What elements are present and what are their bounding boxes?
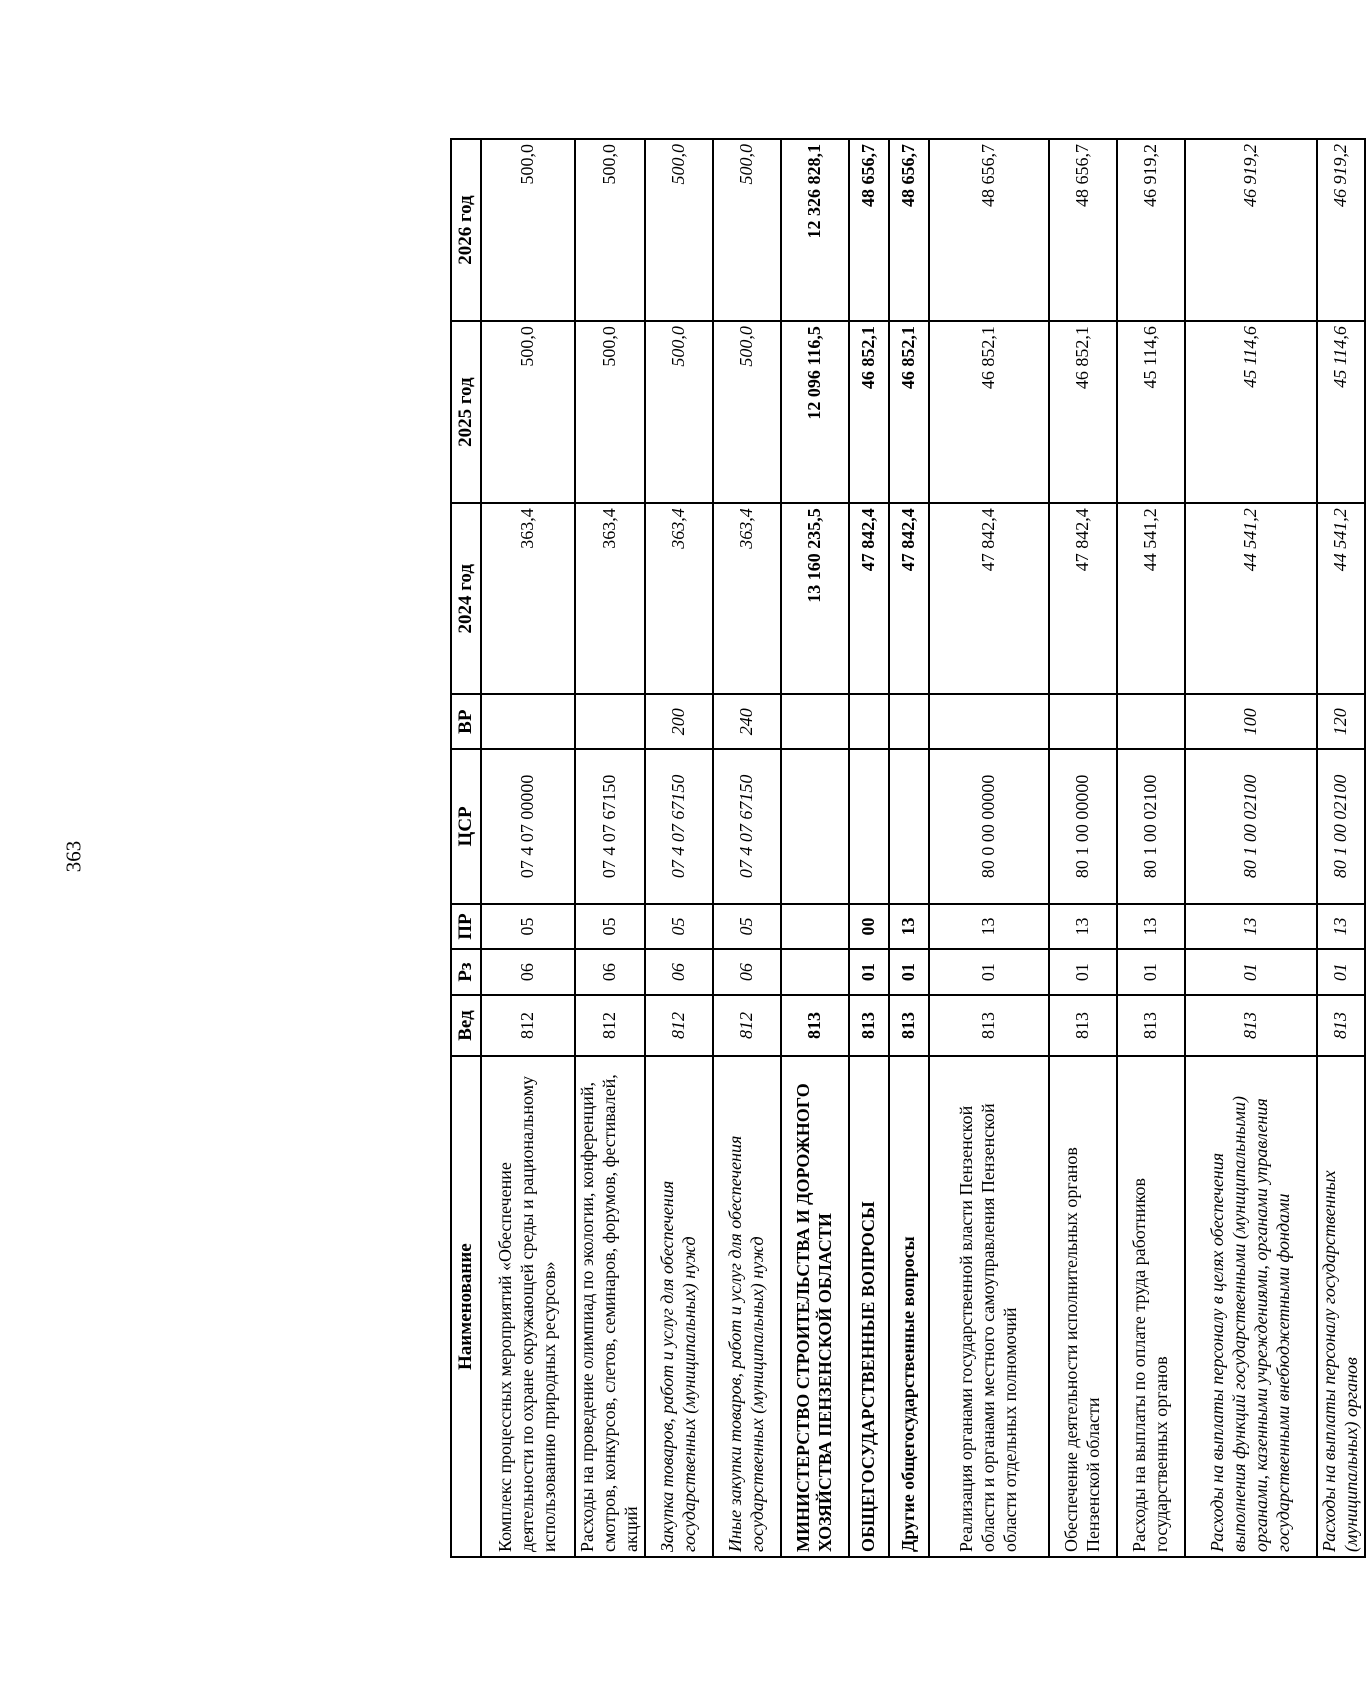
cell-vr: 100 [1185, 694, 1317, 749]
cell-pr: 13 [1117, 904, 1185, 950]
cell-name: Расходы на проведение олимпиад по экологии, конференций, смотров, конкурсов, слетов, семинаров, форумов, фестивалей, акций [575, 1056, 645, 1557]
cell-csr: 80 0 00 00000 [929, 749, 1049, 904]
cell-2025: 12 096 116,5 [781, 321, 849, 503]
cell-name: МИНИСТЕРСТВО СТРОИТЕЛЬСТВА И ДОРОЖНОГО ХОЗЯЙСТВА ПЕНЗЕНСКОЙ ОБЛАСТИ [781, 1056, 849, 1557]
cell-ved: 813 [781, 995, 849, 1056]
cell-ved: 813 [1049, 995, 1117, 1056]
cell-2026: 500,0 [575, 139, 645, 321]
cell-2026: 500,0 [481, 139, 575, 321]
cell-2025: 45 114,6 [1317, 321, 1365, 503]
cell-2024: 363,4 [481, 503, 575, 694]
cell-csr: 80 1 00 02100 [1185, 749, 1317, 904]
table-row [481, 139, 575, 1557]
cell-vr [1117, 694, 1185, 749]
cell-ved: 813 [929, 995, 1049, 1056]
table-row [575, 139, 645, 1557]
header-csr: ЦСР [451, 749, 481, 904]
cell-name: Закупка товаров, работ и услуг для обеспечения государственных (муниципальных) нужд [645, 1056, 713, 1557]
cell-2024: 47 842,4 [889, 503, 929, 694]
header-pr: ПР [451, 904, 481, 950]
rotated-table-wrapper [450, 138, 1361, 1558]
table-row [1049, 139, 1117, 1557]
cell-name: Иные закупки товаров, работ и услуг для обеспечения государственных (муниципальных) нужд [713, 1056, 781, 1557]
table-row [713, 139, 781, 1557]
cell-rz: 01 [1317, 949, 1365, 995]
cell-2024: 47 842,4 [1049, 503, 1117, 694]
cell-rz: 01 [1049, 949, 1117, 995]
cell-rz: 06 [713, 949, 781, 995]
table-row [889, 139, 929, 1557]
cell-ved: 813 [1317, 995, 1365, 1056]
cell-name: Обеспечение деятельности исполнительных органов Пензенской области [1049, 1056, 1117, 1557]
header-ved: Вед [451, 995, 481, 1056]
cell-rz: 01 [849, 949, 889, 995]
cell-vr [889, 694, 929, 749]
cell-ved: 812 [481, 995, 575, 1056]
cell-2025: 46 852,1 [1049, 321, 1117, 503]
cell-rz: 01 [1117, 949, 1185, 995]
cell-name: Расходы на выплаты персоналу в целях обеспечения выполнения функций государственными (муниципальными) органами, казенными учреждениями, органами управления государственными внебюджетными фондами [1185, 1056, 1317, 1557]
table-row [1317, 139, 1365, 1557]
cell-rz [781, 949, 849, 995]
cell-2026: 48 656,7 [1049, 139, 1117, 321]
cell-ved: 813 [889, 995, 929, 1056]
cell-csr: 07 4 07 67150 [645, 749, 713, 904]
header-2026: 2026 год [451, 139, 481, 321]
cell-csr [889, 749, 929, 904]
cell-2025: 45 114,6 [1185, 321, 1317, 503]
cell-ved: 812 [645, 995, 713, 1056]
cell-pr: 13 [929, 904, 1049, 950]
header-2025: 2025 год [451, 321, 481, 503]
cell-2025: 45 114,6 [1117, 321, 1185, 503]
cell-2026: 46 919,2 [1117, 139, 1185, 321]
table-row [1117, 139, 1185, 1557]
cell-vr [849, 694, 889, 749]
cell-2024: 13 160 235,5 [781, 503, 849, 694]
cell-ved: 813 [1117, 995, 1185, 1056]
cell-rz: 01 [1185, 949, 1317, 995]
cell-csr [849, 749, 889, 904]
table-row [1185, 139, 1317, 1557]
cell-name: Комплекс процессных мероприятий «Обеспечение деятельности по охране окружающей среды и рациональному использованию природных ресурсов» [481, 1056, 575, 1557]
cell-vr: 120 [1317, 694, 1365, 749]
cell-csr [781, 749, 849, 904]
table-row [781, 139, 849, 1557]
cell-name: Расходы на выплаты персоналу государственных (муниципальных) органов [1317, 1056, 1365, 1557]
cell-2024: 363,4 [575, 503, 645, 694]
cell-pr: 13 [1049, 904, 1117, 950]
cell-2024: 44 541,2 [1317, 503, 1365, 694]
header-2024: 2024 год [451, 503, 481, 694]
cell-2026: 48 656,7 [849, 139, 889, 321]
cell-2026: 46 919,2 [1185, 139, 1317, 321]
cell-csr: 07 4 07 00000 [481, 749, 575, 904]
cell-pr: 13 [889, 904, 929, 950]
cell-vr [929, 694, 1049, 749]
cell-csr: 80 1 00 02100 [1317, 749, 1365, 904]
cell-ved: 812 [575, 995, 645, 1056]
cell-pr: 13 [1317, 904, 1365, 950]
cell-pr: 13 [1185, 904, 1317, 950]
table-row [929, 139, 1049, 1557]
cell-vr [781, 694, 849, 749]
table-row [645, 139, 713, 1557]
cell-vr: 200 [645, 694, 713, 749]
cell-csr: 80 1 00 02100 [1117, 749, 1185, 904]
header-row [451, 139, 481, 1557]
header-name: Наименование [451, 1056, 481, 1557]
cell-vr [481, 694, 575, 749]
header-rz: Рз [451, 949, 481, 995]
table-row [849, 139, 889, 1557]
cell-rz: 06 [645, 949, 713, 995]
page-number: 363 [61, 840, 86, 873]
cell-vr [1049, 694, 1117, 749]
cell-2024: 363,4 [713, 503, 781, 694]
cell-name: Другие общегосударственные вопросы [889, 1056, 929, 1557]
cell-csr: 80 1 00 00000 [1049, 749, 1117, 904]
cell-2024: 44 541,2 [1117, 503, 1185, 694]
cell-pr [781, 904, 849, 950]
cell-rz: 01 [889, 949, 929, 995]
cell-vr [575, 694, 645, 749]
cell-ved: 812 [713, 995, 781, 1056]
cell-rz: 06 [481, 949, 575, 995]
header-vr: ВР [451, 694, 481, 749]
cell-2026: 12 326 828,1 [781, 139, 849, 321]
cell-2026: 500,0 [645, 139, 713, 321]
cell-2025: 46 852,1 [849, 321, 889, 503]
cell-2025: 500,0 [575, 321, 645, 503]
cell-pr: 05 [645, 904, 713, 950]
cell-ved: 813 [1185, 995, 1317, 1056]
cell-2025: 500,0 [645, 321, 713, 503]
cell-csr: 07 4 07 67150 [575, 749, 645, 904]
cell-2025: 500,0 [713, 321, 781, 503]
cell-2024: 363,4 [645, 503, 713, 694]
cell-pr: 00 [849, 904, 889, 950]
cell-rz: 01 [929, 949, 1049, 995]
cell-2025: 46 852,1 [889, 321, 929, 503]
cell-ved: 813 [849, 995, 889, 1056]
cell-pr: 05 [481, 904, 575, 950]
budget-table [450, 138, 1366, 1558]
cell-name: ОБЩЕГОСУДАРСТВЕННЫЕ ВОПРОСЫ [849, 1056, 889, 1557]
cell-2024: 47 842,4 [929, 503, 1049, 694]
cell-vr: 240 [713, 694, 781, 749]
cell-2025: 46 852,1 [929, 321, 1049, 503]
cell-2024: 44 541,2 [1185, 503, 1317, 694]
cell-name: Реализация органами государственной власти Пензенской области и органами местного самоуправления Пензенской области отдельных полномочий [929, 1056, 1049, 1557]
cell-pr: 05 [575, 904, 645, 950]
cell-2025: 500,0 [481, 321, 575, 503]
cell-rz: 06 [575, 949, 645, 995]
cell-2026: 500,0 [713, 139, 781, 321]
cell-pr: 05 [713, 904, 781, 950]
cell-2024: 47 842,4 [849, 503, 889, 694]
cell-2026: 48 656,7 [889, 139, 929, 321]
cell-2026: 48 656,7 [929, 139, 1049, 321]
cell-2026: 46 919,2 [1317, 139, 1365, 321]
cell-name: Расходы на выплаты по оплате труда работников государственных органов [1117, 1056, 1185, 1557]
cell-csr: 07 4 07 67150 [713, 749, 781, 904]
